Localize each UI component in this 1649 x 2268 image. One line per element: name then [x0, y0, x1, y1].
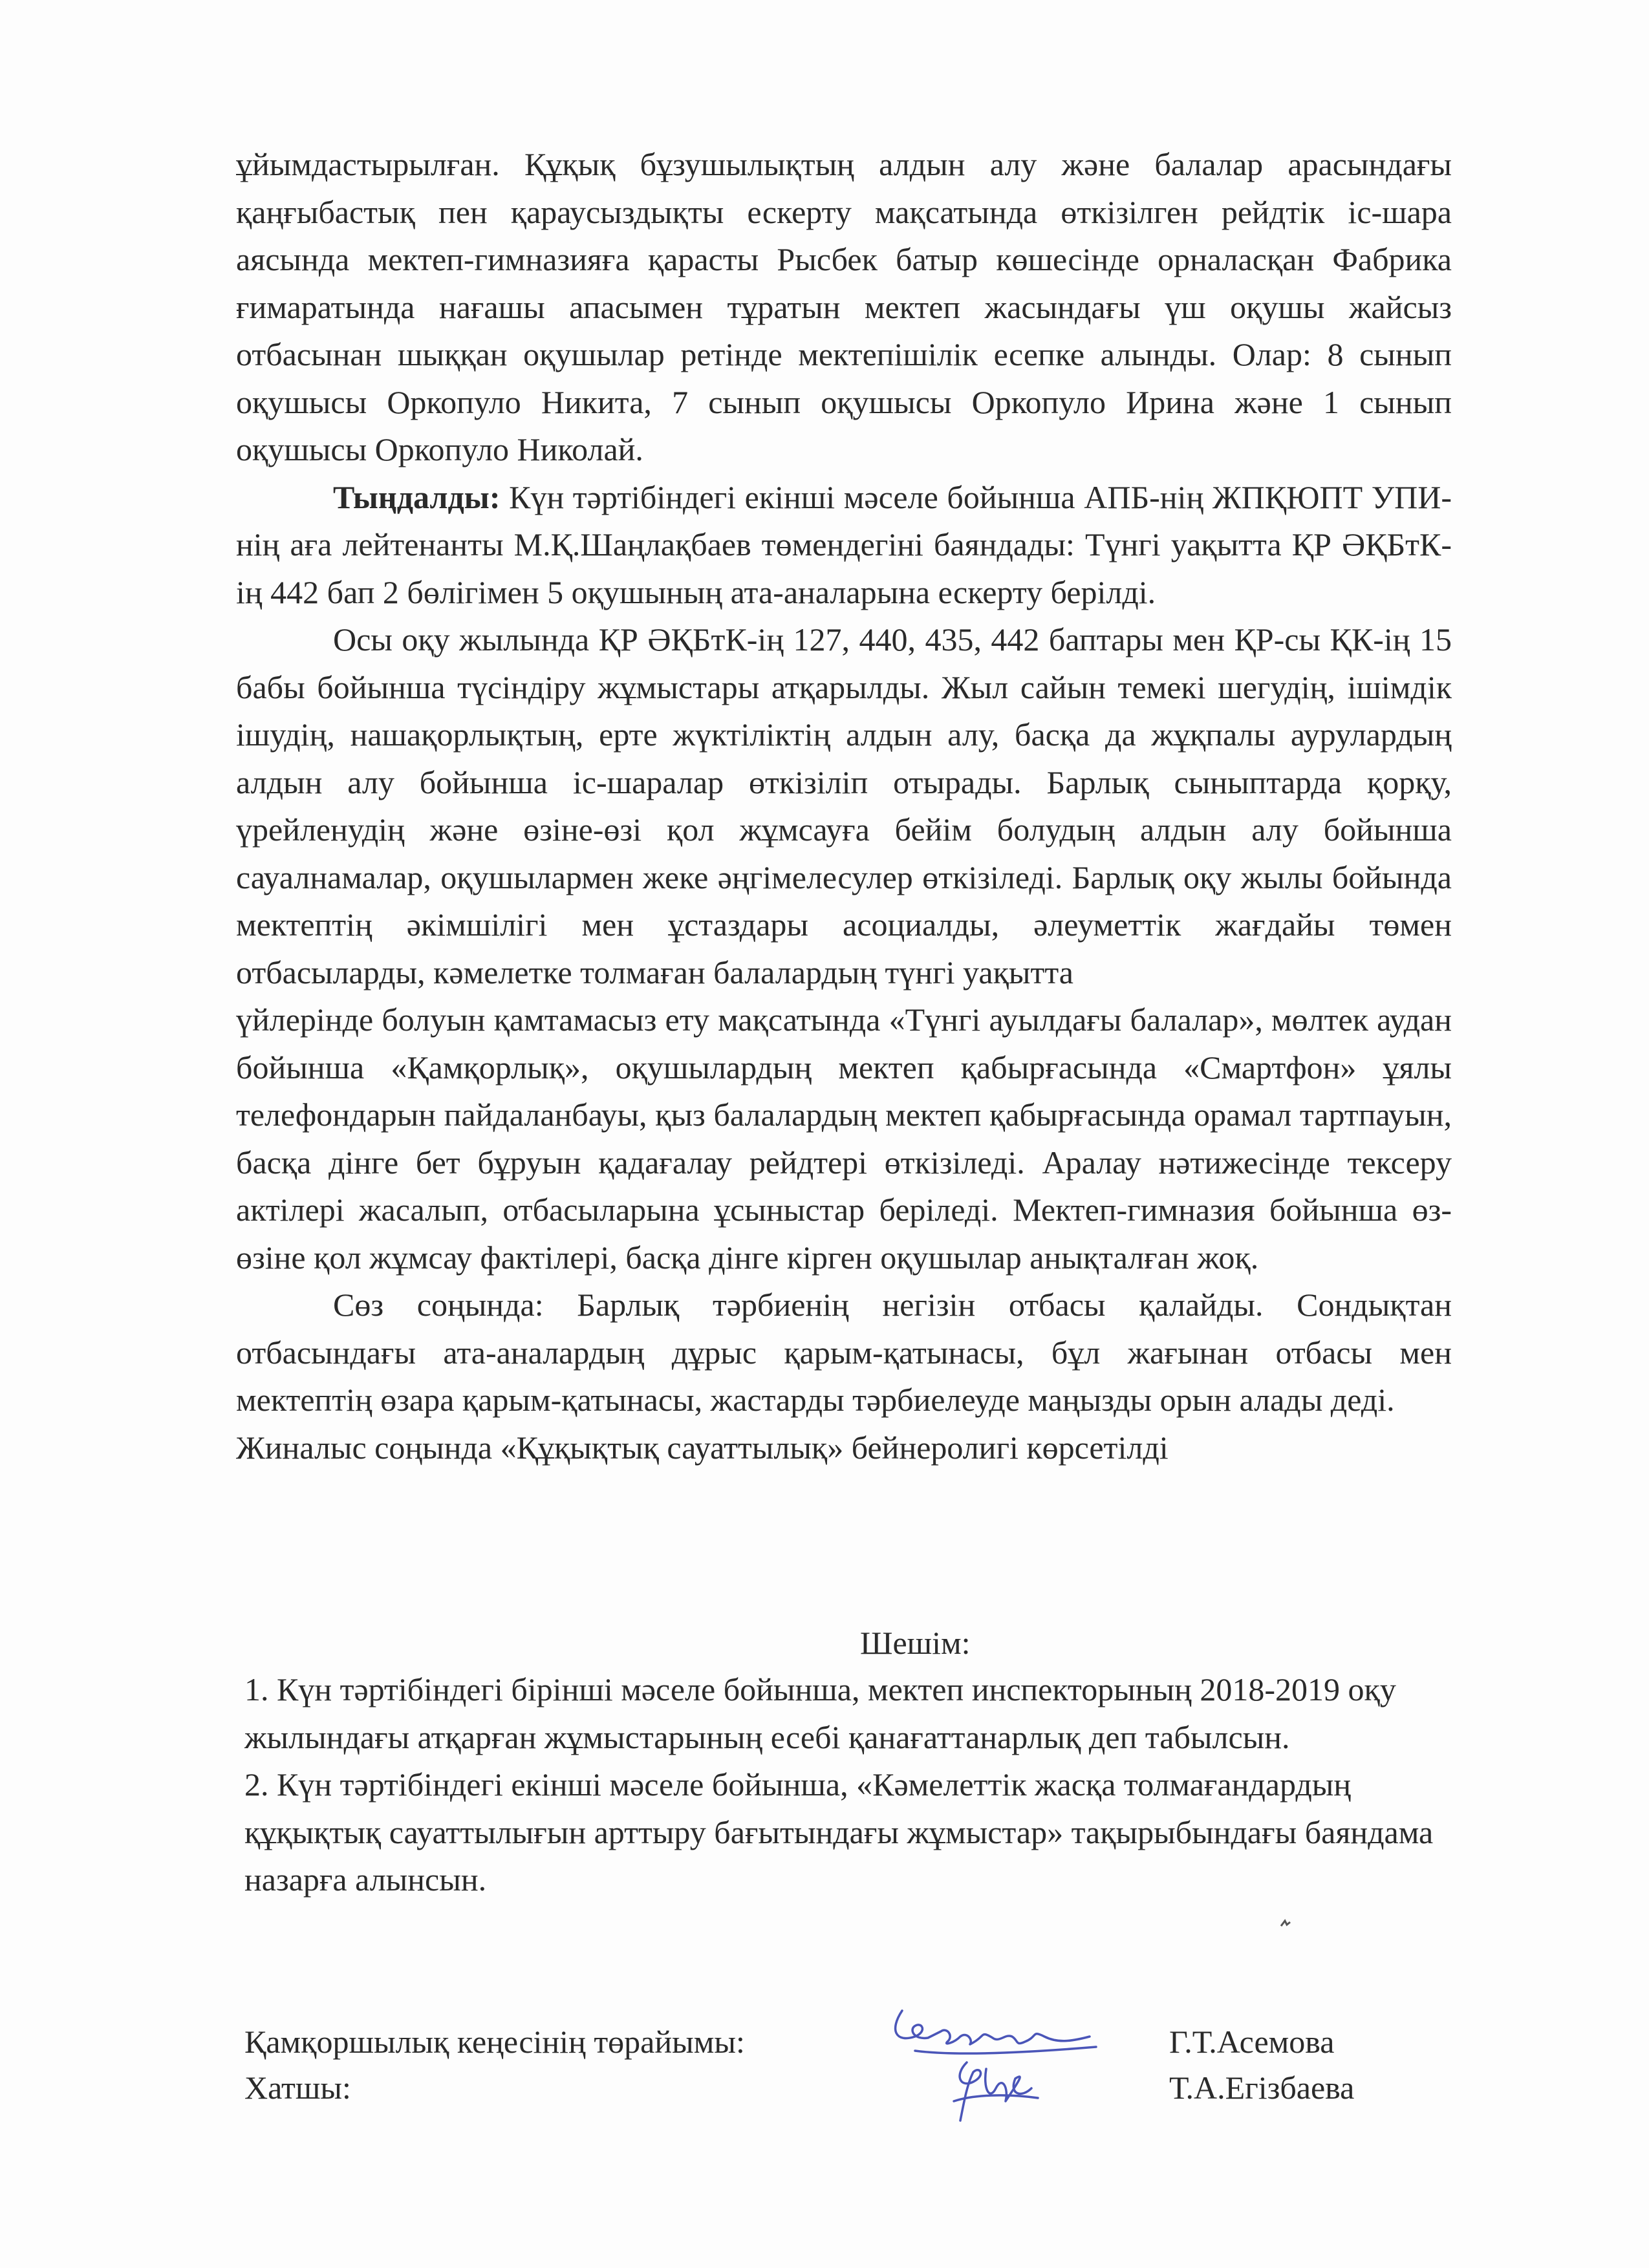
decision-list — [244, 1666, 1473, 1904]
paragraph-text: ұйымдастырылған. Құқық бұзушылықтың алдын алу және балалар арасындағы қаңғыбастық пен қараусыздықты ескерту мақсатында өткізілген рейдтік іс-шара аясында мектеп-гимназияға қарасты Рысбек батыр көшесінде орналасқан Фабрика ғимаратында нағашы апасымен тұратын мектеп жасындағы үш оқушы жайсыз отбасынан шыққан оқушылар ретінде мектепішілік есепке алынды. Олар: 8 сынып оқушысы Оркопуло Никита, 7 сынып оқушысы Оркопуло Ирина және 1 сынып оқушысы Оркопуло Николай. — [236, 146, 1452, 467]
paragraph-text: Сөз соңында: Барлық тәрбиенің негізін отбасы қалайды. Сондықтан отбасындағы ата-аналардың дұрыс қарым-қатынасы, бұл жағынан отбасы мен мектептің өзара қарым-қатынасы, жастарды тәрбиелеуде маңызды орын алады деді. — [236, 1287, 1452, 1418]
signature-name: Г.Т.Асемова — [1169, 2024, 1335, 2060]
paragraph-closing — [236, 1281, 1452, 1424]
decision-title: Шешім: — [860, 1625, 971, 1661]
paragraph-work — [236, 616, 1452, 996]
signature-row-secretary — [244, 2065, 1408, 2111]
paragraph-text: Күн тәртібіндегі екінші мәселе бойынша АПБ-нің ЖПҚЮПТ УПИ-нің аға лейтенанты М.Қ.Шаңлақбаев төмендегіні баяндады: Түнгі уақытта ҚР ӘҚБтК-ің 442 бап 2 бөлігімен 5 оқушының ата-аналарына ескерту берілді. — [236, 478, 1452, 610]
paragraph-video — [236, 1424, 1452, 1472]
decision-item: 2. Күн тәртібіндегі екінші мәселе бойынша, «Кәмелеттік жасқа толмағандардың құқықтық сауаттылығын арттыру бағытындағы жұмыстар» тақырыбындағы баяндама назарға алынсын. — [244, 1766, 1434, 1898]
paragraph-intro — [236, 141, 1452, 474]
paragraph-raids — [236, 996, 1452, 1281]
signature-role: Қамқоршылық кеңесінің төрайымы: — [244, 2024, 745, 2060]
signature-block — [244, 2019, 1408, 2111]
signature-role: Хатшы: — [244, 2070, 351, 2106]
signature-row-chair — [244, 2019, 1408, 2065]
paragraph-text: Жиналыс соңында «Құқықтық сауаттылық» бейнеролигі көрсетілді — [236, 1429, 1169, 1466]
heard-lead: Тыңдалды: — [333, 478, 501, 515]
body-text — [236, 141, 1452, 1471]
ink-speck — [1279, 1918, 1292, 1930]
paragraph-heard — [236, 474, 1452, 617]
signature-name: Т.А.Егізбаева — [1169, 2070, 1355, 2106]
paragraph-text: үйлерінде болуын қамтамасыз ету мақсатында «Түнгі ауылдағы балалар», мөлтек аудан бойынша «Қамқорлық», оқушылардың мектеп қабырғасында «Смартфон» ұялы телефондарын пайдаланбауы, қыз балалардың мектеп қабырғасында орамал тартпауын, басқа дінге бет бұруын қадағалау рейдтері өткізіледі. Аралау нәтижесінде тексеру актілері жасалып, отбасыларына ұсыныстар беріледі. Мектеп-гимназия бойынша өз-өзіне қол жұмсау фактілері, басқа дінге кірген оқушылар анықталған жоқ. — [236, 1001, 1452, 1276]
paragraph-text: Осы оқу жылында ҚР ӘҚБтК-ің 127, 440, 435, 442 баптары мен ҚР-сы ҚК-ің 15 бабы бойынша түсіндіру жұмыстары атқарылды. Жыл сайын темекі шегудің, ішімдік ішудің, нашақорлықтың, ерте жүктіліктің алдын алу, басқа да жұқпалы аурулардың алдын алу бойынша іс-шаралар өткізіліп отырады. Барлық сыныптарда қорқу, үрейленудің және өзіне-өзі қол жұмсауға бейім болудың алдын алу бойынша сауалнамалар, оқушылармен жеке әңгімелесулер өткізіледі. Барлық оқу жылы бойында мектептің әкімшілігі мен ұстаздары асоциалды, әлеуметтік жағдайы төмен отбасыларды, кәмелетке толмаған балалардың түнгі уақытта — [236, 621, 1452, 990]
decision-item: 1. Күн тәртібіндегі бірінші мәселе бойынша, мектеп инспекторының 2018-2019 оқу жылындағы атқарған жұмыстарының есебі қанағаттанарлық деп табылсын. — [244, 1671, 1396, 1755]
